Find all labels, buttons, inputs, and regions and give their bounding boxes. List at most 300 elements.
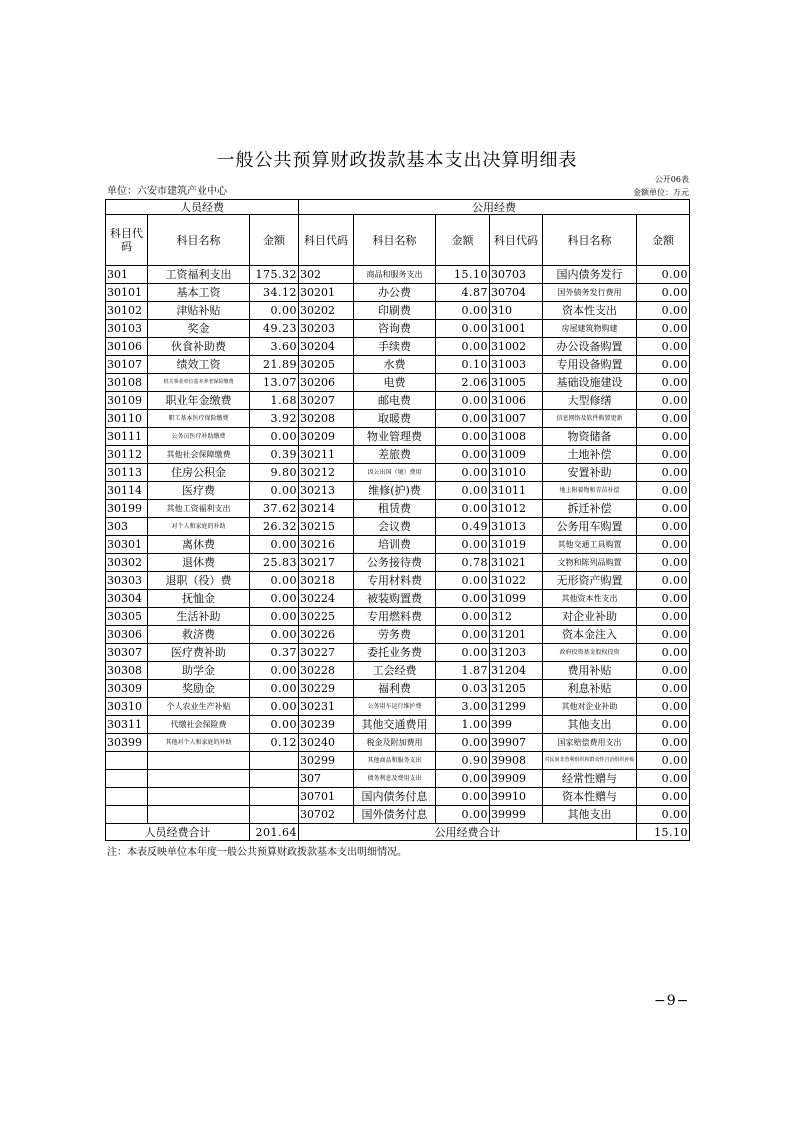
cell-name: 奖励金 — [148, 680, 250, 698]
cell-name: 水费 — [354, 356, 436, 374]
cell-amount: 0.00 — [637, 356, 690, 374]
table-row — [106, 266, 690, 284]
cell-amount: 0.00 — [250, 662, 299, 680]
cell-amount: 0.00 — [637, 302, 690, 320]
cell-amount: 3.92 — [250, 410, 299, 428]
cell-name: 取暖费 — [354, 410, 436, 428]
cell-amount: 3.60 — [250, 338, 299, 356]
table-row — [106, 374, 690, 392]
group-header-row — [106, 200, 690, 215]
cell-name: 国外债务发行费用 — [543, 284, 637, 302]
cell-name: 大型修缮 — [543, 392, 637, 410]
cell-amount — [250, 770, 299, 788]
cell-code: 30703 — [490, 266, 543, 284]
table-row — [106, 806, 690, 824]
table-row — [106, 644, 690, 662]
cell-name: 助学金 — [148, 662, 250, 680]
table-row — [106, 752, 690, 770]
cell-name: 税金及附加费用 — [354, 734, 436, 752]
cell-code — [106, 770, 148, 788]
cell-name: 咨询费 — [354, 320, 436, 338]
cell-code — [106, 806, 148, 824]
cell-code: 30702 — [299, 806, 354, 824]
cell-name: 办公设备购置 — [543, 338, 637, 356]
header-amount: 金额 — [436, 215, 490, 266]
table-row — [106, 734, 690, 752]
cell-amount: 0.00 — [637, 590, 690, 608]
cell-code: 30218 — [299, 572, 354, 590]
header-name: 科目名称 — [148, 215, 250, 266]
cell-name: 无形资产购置 — [543, 572, 637, 590]
cell-name: 会议费 — [354, 518, 436, 536]
cell-code: 31005 — [490, 374, 543, 392]
cell-code: 30701 — [299, 788, 354, 806]
cell-amount: 0.00 — [250, 698, 299, 716]
cell-code: 30308 — [106, 662, 148, 680]
cell-name: 国内债务发行 — [543, 266, 637, 284]
cell-code: 31201 — [490, 626, 543, 644]
cell-code: 30239 — [299, 716, 354, 734]
cell-name: 基础设施建设 — [543, 374, 637, 392]
table-row — [106, 518, 690, 536]
table-row — [106, 428, 690, 446]
cell-amount: 0.00 — [436, 302, 490, 320]
cell-code: 31019 — [490, 536, 543, 554]
cell-amount — [250, 788, 299, 806]
cell-code: 30102 — [106, 302, 148, 320]
cell-amount: 0.00 — [637, 500, 690, 518]
cell-name: 债务利息及费用支出 — [354, 770, 436, 788]
cell-amount: 0.03 — [436, 680, 490, 698]
cell-amount: 0.00 — [637, 446, 690, 464]
cell-name: 公务用车购置 — [543, 518, 637, 536]
cell-amount: 3.00 — [436, 698, 490, 716]
cell-code: 31204 — [490, 662, 543, 680]
column-header-row — [106, 215, 690, 266]
cell-code: 310 — [490, 302, 543, 320]
cell-name: 医疗费补助 — [148, 644, 250, 662]
cell-name: 工会经费 — [354, 662, 436, 680]
cell-name: 专用材料费 — [354, 572, 436, 590]
cell-name: 资本性赠与 — [543, 788, 637, 806]
cell-code: 30199 — [106, 500, 148, 518]
cell-name: 退职（役）费 — [148, 572, 250, 590]
cell-code: 30704 — [490, 284, 543, 302]
cell-amount: 0.00 — [250, 716, 299, 734]
cell-amount — [250, 752, 299, 770]
cell-amount: 2.06 — [436, 374, 490, 392]
cell-code — [106, 752, 148, 770]
cell-code: 302 — [299, 266, 354, 284]
cell-code: 30299 — [299, 752, 354, 770]
cell-code: 39907 — [490, 734, 543, 752]
cell-code: 30107 — [106, 356, 148, 374]
cell-name: 其他资本性支出 — [543, 590, 637, 608]
cell-name: 其他对企业补助 — [543, 698, 637, 716]
page-number: −9− — [654, 993, 690, 1009]
cell-amount: 0.00 — [436, 734, 490, 752]
public-total-amount: 15.10 — [637, 824, 690, 841]
cell-amount: 0.00 — [637, 428, 690, 446]
cell-code: 30225 — [299, 608, 354, 626]
cell-name: 公务接待费 — [354, 554, 436, 572]
cell-name: 土地补偿 — [543, 446, 637, 464]
cell-amount: 0.00 — [637, 644, 690, 662]
cell-code: 31012 — [490, 500, 543, 518]
cell-name: 专用设备购置 — [543, 356, 637, 374]
cell-name: 其他支出 — [543, 716, 637, 734]
cell-code: 30215 — [299, 518, 354, 536]
cell-name: 对民间非营利组织和群众性自治组织补贴 — [543, 752, 637, 770]
table-note: 注：本表反映单位本年度一般公共预算财政拨款基本支出明细情况。 — [107, 847, 407, 858]
cell-amount: 0.00 — [250, 302, 299, 320]
cell-code: 39908 — [490, 752, 543, 770]
cell-name: 职业年金缴费 — [148, 392, 250, 410]
cell-name: 租赁费 — [354, 500, 436, 518]
cell-amount: 0.00 — [637, 806, 690, 824]
cell-amount: 0.00 — [436, 500, 490, 518]
cell-name: 文物和陈列品购置 — [543, 554, 637, 572]
cell-amount: 0.00 — [436, 464, 490, 482]
cell-code: 31010 — [490, 464, 543, 482]
expense-table — [105, 199, 690, 841]
cell-amount: 0.00 — [637, 680, 690, 698]
cell-amount: 13.07 — [250, 374, 299, 392]
cell-amount: 4.87 — [436, 284, 490, 302]
table-row — [106, 464, 690, 482]
cell-amount: 0.00 — [637, 770, 690, 788]
cell-code: 30302 — [106, 554, 148, 572]
cell-name: 拆迁补偿 — [543, 500, 637, 518]
table-row — [106, 302, 690, 320]
cell-code: 30309 — [106, 680, 148, 698]
cell-amount: 0.00 — [436, 644, 490, 662]
cell-name: 专用燃料费 — [354, 608, 436, 626]
cell-name: 其他工资福利支出 — [148, 500, 250, 518]
cell-amount: 0.10 — [436, 356, 490, 374]
cell-name: 机关事业单位基本养老保险缴费 — [148, 374, 250, 392]
table-row — [106, 446, 690, 464]
cell-code: 303 — [106, 518, 148, 536]
table-row — [106, 500, 690, 518]
cell-amount: 0.00 — [637, 662, 690, 680]
cell-name: 委托业务费 — [354, 644, 436, 662]
cell-name: 奖金 — [148, 320, 250, 338]
table-row — [106, 482, 690, 500]
cell-amount: 0.00 — [436, 806, 490, 824]
cell-amount: 0.00 — [436, 572, 490, 590]
cell-amount: 0.00 — [436, 320, 490, 338]
report-frame — [105, 148, 689, 858]
cell-name: 政府投资基金股权投资 — [543, 644, 637, 662]
cell-code: 30214 — [299, 500, 354, 518]
cell-amount: 0.00 — [637, 752, 690, 770]
cell-code: 31003 — [490, 356, 543, 374]
cell-name: 地上附着物和青苗补偿 — [543, 482, 637, 500]
group-header-personnel: 人员经费 — [106, 200, 299, 215]
cell-name: 资本性支出 — [543, 302, 637, 320]
cell-name: 抚恤金 — [148, 590, 250, 608]
table-row — [106, 410, 690, 428]
cell-code: 31203 — [490, 644, 543, 662]
cell-amount: 21.89 — [250, 356, 299, 374]
cell-amount: 0.00 — [436, 338, 490, 356]
report-title: 一般公共预算财政拨款基本支出决算明细表 — [216, 150, 578, 171]
cell-code — [106, 788, 148, 806]
cell-amount: 0.00 — [250, 608, 299, 626]
cell-name: 公务员医疗补助缴费 — [148, 428, 250, 446]
cell-code: 30206 — [299, 374, 354, 392]
cell-name: 工资福利支出 — [148, 266, 250, 284]
cell-code: 30203 — [299, 320, 354, 338]
table-row — [106, 572, 690, 590]
header-code: 科目代码 — [299, 215, 354, 266]
cell-code: 30226 — [299, 626, 354, 644]
cell-code: 30228 — [299, 662, 354, 680]
cell-name: 其他交通工具购置 — [543, 536, 637, 554]
cell-amount: 0.00 — [637, 392, 690, 410]
cell-amount: 0.39 — [250, 446, 299, 464]
cell-name: 商品和服务支出 — [354, 266, 436, 284]
cell-amount: 25.83 — [250, 554, 299, 572]
cell-code: 30201 — [299, 284, 354, 302]
table-row — [106, 680, 690, 698]
unit-row — [105, 185, 689, 199]
money-unit-label: 金额单位：万元 — [633, 188, 689, 197]
form-number: 公开06表 — [654, 175, 689, 184]
cell-code: 30205 — [299, 356, 354, 374]
table-row — [106, 392, 690, 410]
cell-name: 信息网络及软件购置更新 — [543, 410, 637, 428]
cell-amount: 49.23 — [250, 320, 299, 338]
totals-row — [106, 824, 690, 841]
cell-amount: 0.00 — [637, 572, 690, 590]
cell-name — [148, 806, 250, 824]
cell-code: 30399 — [106, 734, 148, 752]
cell-name: 物业管理费 — [354, 428, 436, 446]
cell-code: 30106 — [106, 338, 148, 356]
cell-name: 伙食补助费 — [148, 338, 250, 356]
table-row — [106, 698, 690, 716]
cell-code: 30108 — [106, 374, 148, 392]
cell-name: 电费 — [354, 374, 436, 392]
cell-name: 培训费 — [354, 536, 436, 554]
cell-amount: 1.68 — [250, 392, 299, 410]
cell-code: 30231 — [299, 698, 354, 716]
cell-amount: 34.12 — [250, 284, 299, 302]
cell-code: 30301 — [106, 536, 148, 554]
header-code: 科目代码 — [106, 215, 148, 266]
cell-amount: 0.00 — [637, 626, 690, 644]
cell-name: 其他支出 — [543, 806, 637, 824]
cell-amount: 0.00 — [436, 770, 490, 788]
cell-name: 利息补贴 — [543, 680, 637, 698]
cell-amount: 0.00 — [250, 590, 299, 608]
cell-amount: 0.00 — [436, 410, 490, 428]
cell-amount: 1.87 — [436, 662, 490, 680]
cell-name: 安置补助 — [543, 464, 637, 482]
cell-code: 30208 — [299, 410, 354, 428]
cell-name — [148, 788, 250, 806]
cell-amount: 0.78 — [436, 554, 490, 572]
cell-name: 房屋建筑物购建 — [543, 320, 637, 338]
cell-amount: 0.00 — [436, 536, 490, 554]
cell-name: 劳务费 — [354, 626, 436, 644]
cell-code: 31008 — [490, 428, 543, 446]
cell-code: 31009 — [490, 446, 543, 464]
cell-code: 30307 — [106, 644, 148, 662]
cell-name: 物资储备 — [543, 428, 637, 446]
cell-name: 被装购置费 — [354, 590, 436, 608]
cell-name: 经常性赠与 — [543, 770, 637, 788]
cell-code: 30306 — [106, 626, 148, 644]
cell-amount: 0.00 — [637, 374, 690, 392]
table-row — [106, 338, 690, 356]
header-name: 科目名称 — [354, 215, 436, 266]
cell-name: 代缴社会保险费 — [148, 716, 250, 734]
cell-amount: 0.00 — [637, 464, 690, 482]
cell-name: 其他对个人和家庭的补助 — [148, 734, 250, 752]
cell-code: 39910 — [490, 788, 543, 806]
cell-name: 因公出国（境）费用 — [354, 464, 436, 482]
personnel-total-label: 人员经费合计 — [106, 824, 250, 841]
cell-code: 31299 — [490, 698, 543, 716]
cell-amount: 0.37 — [250, 644, 299, 662]
table-row — [106, 662, 690, 680]
cell-name: 退休费 — [148, 554, 250, 572]
cell-name: 绩效工资 — [148, 356, 250, 374]
cell-name: 对个人和家庭的补助 — [148, 518, 250, 536]
cell-code: 307 — [299, 770, 354, 788]
cell-code: 30310 — [106, 698, 148, 716]
cell-code: 30304 — [106, 590, 148, 608]
cell-amount: 0.00 — [436, 788, 490, 806]
table-row — [106, 716, 690, 734]
cell-name: 公务用车运行维护费 — [354, 698, 436, 716]
cell-amount: 0.00 — [637, 338, 690, 356]
cell-code: 30212 — [299, 464, 354, 482]
cell-code: 30217 — [299, 554, 354, 572]
header-code: 科目代码 — [490, 215, 543, 266]
cell-code: 30311 — [106, 716, 148, 734]
cell-name: 其他交通费用 — [354, 716, 436, 734]
table-row — [106, 284, 690, 302]
cell-code: 31011 — [490, 482, 543, 500]
cell-code: 399 — [490, 716, 543, 734]
cell-code: 312 — [490, 608, 543, 626]
header-amount: 金额 — [250, 215, 299, 266]
cell-code: 39909 — [490, 770, 543, 788]
cell-amount: 0.00 — [637, 698, 690, 716]
cell-name: 费用补贴 — [543, 662, 637, 680]
cell-amount: 0.00 — [250, 626, 299, 644]
cell-amount: 0.00 — [637, 410, 690, 428]
cell-amount: 9.80 — [250, 464, 299, 482]
cell-code: 30202 — [299, 302, 354, 320]
header-amount: 金额 — [637, 215, 690, 266]
cell-code: 30227 — [299, 644, 354, 662]
cell-name: 福利费 — [354, 680, 436, 698]
cell-name: 国外债务付息 — [354, 806, 436, 824]
cell-code: 31022 — [490, 572, 543, 590]
cell-name: 津贴补贴 — [148, 302, 250, 320]
cell-amount: 0.49 — [436, 518, 490, 536]
cell-code: 30112 — [106, 446, 148, 464]
table-row — [106, 770, 690, 788]
table-row — [106, 788, 690, 806]
cell-name: 其他商品和服务支出 — [354, 752, 436, 770]
cell-code: 30211 — [299, 446, 354, 464]
group-header-public: 公用经费 — [299, 200, 690, 215]
cell-code: 39999 — [490, 806, 543, 824]
cell-code: 30114 — [106, 482, 148, 500]
cell-name: 维修(护)费 — [354, 482, 436, 500]
cell-code: 30103 — [106, 320, 148, 338]
cell-code: 301 — [106, 266, 148, 284]
cell-name: 国家赔偿费用支出 — [543, 734, 637, 752]
cell-code: 31205 — [490, 680, 543, 698]
cell-name: 办公费 — [354, 284, 436, 302]
cell-name: 其他社会保障缴费 — [148, 446, 250, 464]
cell-code: 31099 — [490, 590, 543, 608]
cell-amount: 0.00 — [637, 518, 690, 536]
cell-amount: 0.00 — [250, 482, 299, 500]
cell-code: 30240 — [299, 734, 354, 752]
cell-code: 30109 — [106, 392, 148, 410]
cell-name: 离休费 — [148, 536, 250, 554]
cell-amount: 0.00 — [250, 536, 299, 554]
header-name: 科目名称 — [543, 215, 637, 266]
cell-code: 31001 — [490, 320, 543, 338]
cell-amount: 0.00 — [637, 734, 690, 752]
personnel-total-amount: 201.64 — [250, 824, 299, 841]
cell-name: 差旅费 — [354, 446, 436, 464]
cell-code: 31006 — [490, 392, 543, 410]
cell-amount: 0.00 — [436, 482, 490, 500]
cell-amount: 37.62 — [250, 500, 299, 518]
cell-code: 30224 — [299, 590, 354, 608]
cell-amount: 0.00 — [250, 428, 299, 446]
cell-amount: 0.00 — [250, 680, 299, 698]
cell-name: 邮电费 — [354, 392, 436, 410]
cell-name: 住房公积金 — [148, 464, 250, 482]
cell-code: 30204 — [299, 338, 354, 356]
cell-name: 基本工资 — [148, 284, 250, 302]
cell-amount: 0.00 — [637, 536, 690, 554]
cell-amount: 0.00 — [637, 284, 690, 302]
cell-amount: 0.00 — [637, 716, 690, 734]
cell-amount: 0.00 — [436, 608, 490, 626]
cell-amount: 0.00 — [436, 392, 490, 410]
cell-amount: 0.12 — [250, 734, 299, 752]
cell-name: 救济费 — [148, 626, 250, 644]
cell-name: 印刷费 — [354, 302, 436, 320]
public-total-label: 公用经费合计 — [299, 824, 637, 841]
cell-amount: 175.32 — [250, 266, 299, 284]
table-row — [106, 320, 690, 338]
cell-amount: 0.00 — [637, 482, 690, 500]
cell-amount: 0.00 — [637, 266, 690, 284]
cell-amount: 0.00 — [637, 320, 690, 338]
table-row — [106, 608, 690, 626]
cell-amount: 0.00 — [250, 572, 299, 590]
cell-name: 职工基本医疗保险缴费 — [148, 410, 250, 428]
table-row — [106, 626, 690, 644]
cell-code: 30216 — [299, 536, 354, 554]
cell-amount — [250, 806, 299, 824]
cell-amount: 0.00 — [436, 446, 490, 464]
table-row — [106, 536, 690, 554]
